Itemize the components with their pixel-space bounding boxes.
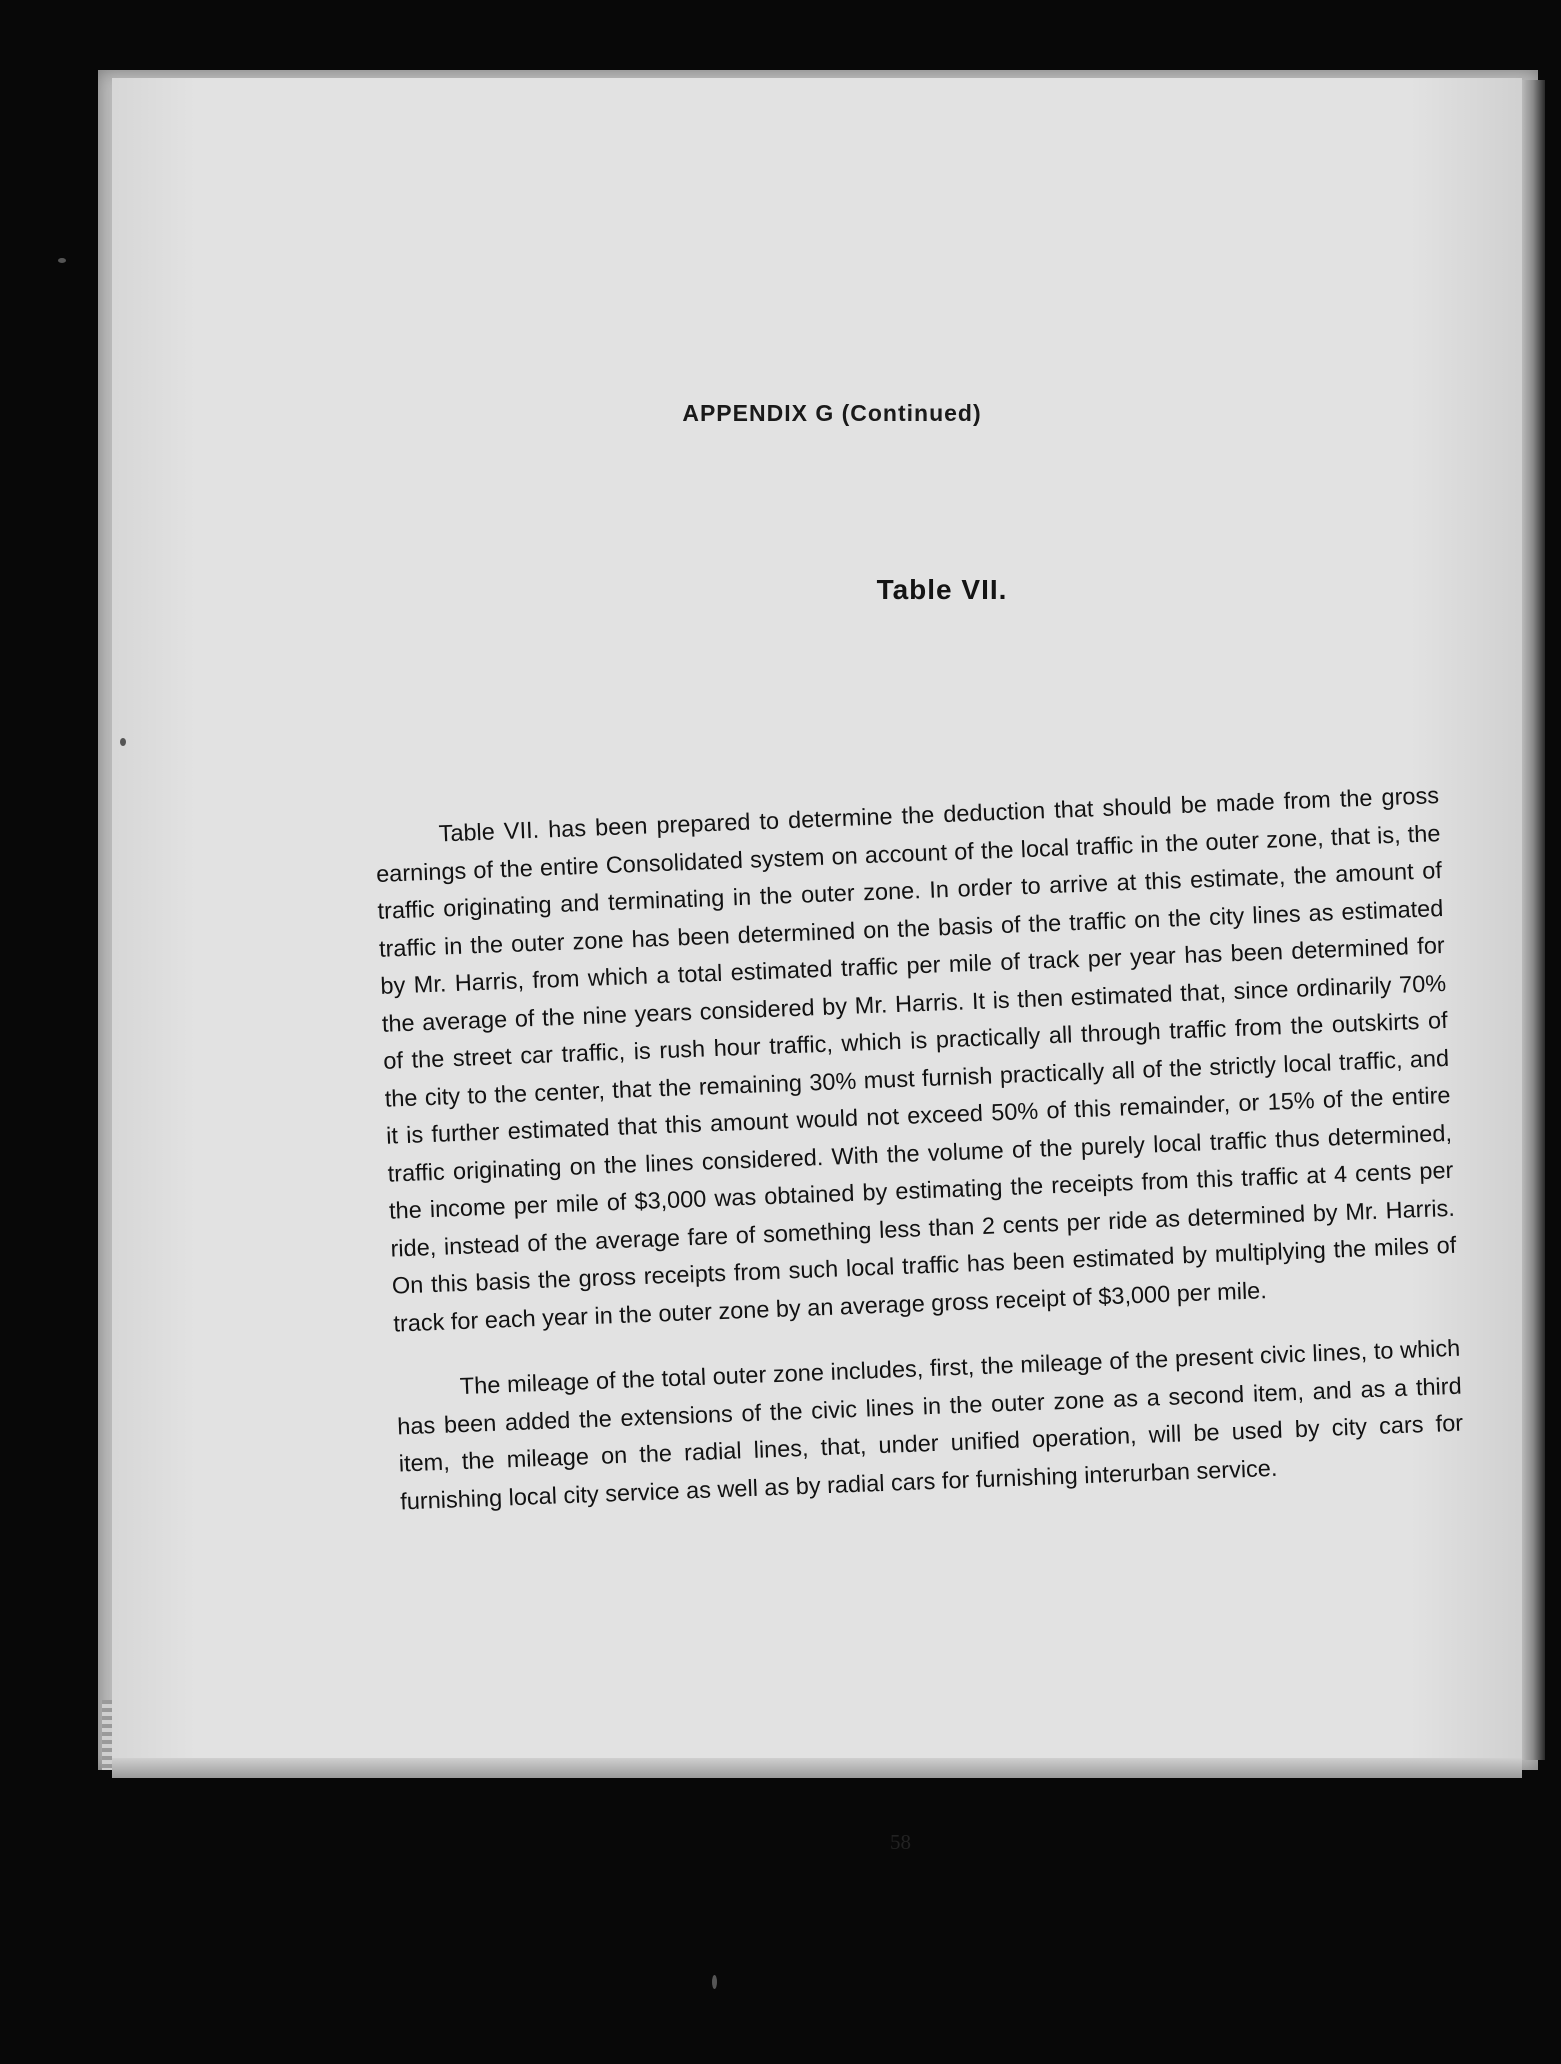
body-text: [374, 777, 1466, 1548]
appendix-heading: APPENDIX G (Continued): [682, 400, 982, 426]
document-page: [112, 78, 1522, 1758]
table-title: Table VII.: [876, 574, 1008, 605]
page-bottom-edge: [112, 1758, 1522, 1778]
scan-speck: [58, 258, 66, 263]
scan-speck: [120, 738, 126, 746]
paragraph-2: The mileage of the total outer zone includes, first, the mileage of the present civic lines, to which has been added the extensions of the civic lines in the outer zone as a second item, and as a third item, the mileage on the radial lines, that, under unified operation, will be used by city cars for furnishing local city service as well as by radial cars for furnishing interurban service.: [396, 1334, 1464, 1514]
page-number: 58: [890, 1830, 911, 1854]
paragraph-1: Table VII. has been prepared to determine the deduction that should be made from the gross earnings of the entire Consolidated system on account of the local traffic in the outer zone, that is, the traffic originating and terminating in the outer zone. In order to arrive at this estimate, the amount of traffic in the outer zone has been determined on the basis of the traffic on the city lines as estimated by Mr. Harris, from which a total estimated traffic per mile of track per year has been determined for the average of the nine years considered by Mr. Harris. It is then estimated that, since ordinarily 70% of the street car traffic, is rush hour traffic, which is practically all through traffic from the outskirts of the city to the center, that the remaining 30% must furnish practically all of the strictly local traffic, and it is further estimated that this amount would not exceed 50% of this remainder, or 15% of the entire traffic originating on the lines considered. With the volume of the purely local traffic thus determined, the income per mile of $3,000 was obtained by estimating the receipts from this traffic at 4 cents per ride, instead of the average fare of something less than 2 cents per ride as determined by Mr. Harris. On this basis the gross receipts from such local traffic has been estimated by multiplying the miles of track for each year in the outer zone by an average gross receipt of $3,000 per mile.: [375, 782, 1457, 1337]
scan-speck: [712, 1975, 717, 1989]
